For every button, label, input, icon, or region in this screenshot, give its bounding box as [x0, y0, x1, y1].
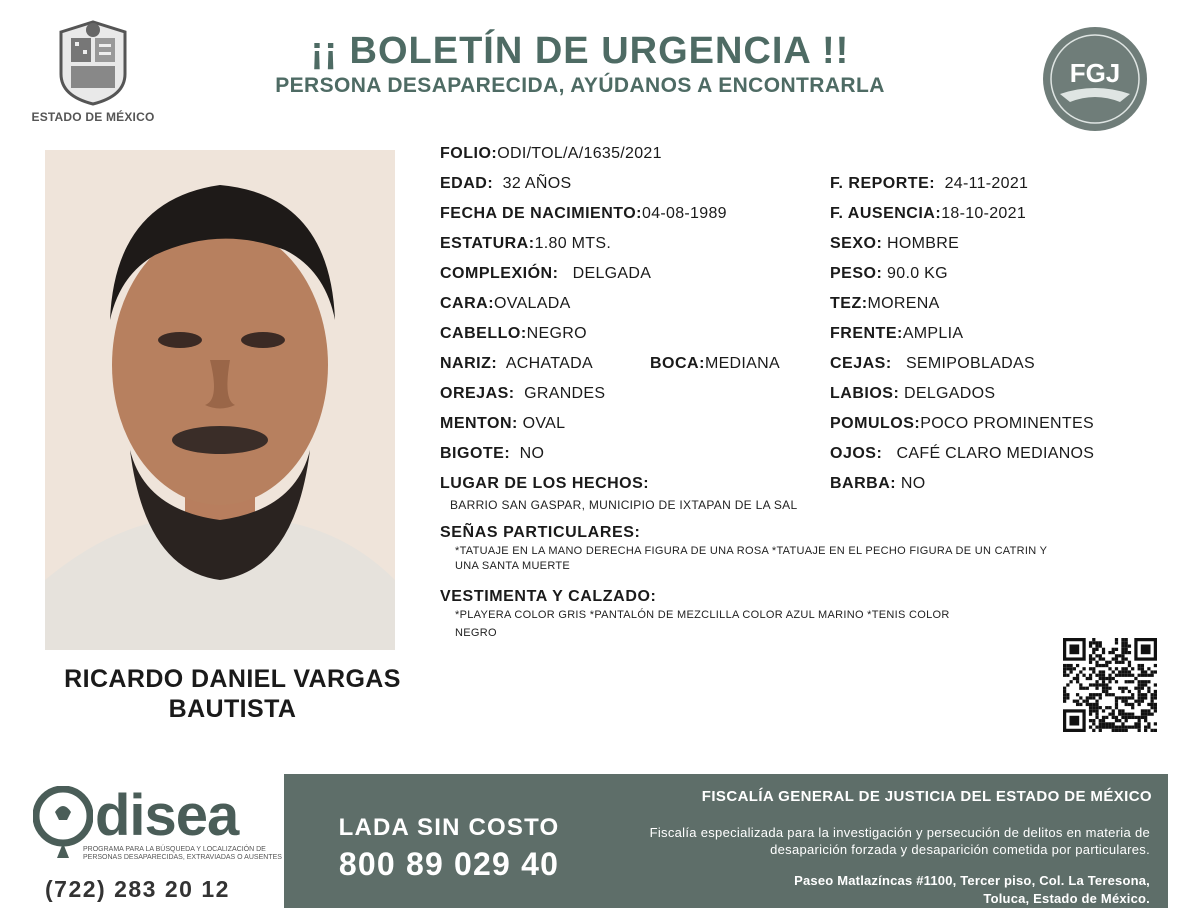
field-label: BOCA: [650, 355, 705, 372]
field-bigote [440, 444, 544, 464]
fgj-seal-icon [1040, 24, 1150, 134]
field-label: BIGOTE: [440, 445, 511, 462]
field-value: CAFÉ CLARO MEDIANOS [896, 445, 1095, 462]
field-labios [830, 384, 995, 404]
field-lugar-value: BARRIO SAN GASPAR, MUNICIPIO DE IXTAPAN DE LA SAL [450, 498, 798, 512]
address-line1: Paseo Matlazíncas #1100, Tercer piso, Col. La Teresona, [794, 873, 1150, 888]
fiscalia-name: FISCALÍA GENERAL DE JUSTICIA DEL ESTADO DE MÉXICO [701, 788, 1152, 805]
field-cabello [440, 324, 587, 344]
field-value: ODI/TOL/A/1635/2021 [497, 145, 662, 162]
field-value: 32 AÑOS [502, 175, 572, 192]
qr-code-icon [1063, 638, 1157, 732]
fiscalia-description: Fiscalía especializada para la investigación y persecución de delitos en materia de desaparición forzada y desaparición cometida por particulares. [649, 825, 1150, 857]
fiscalia-address [590, 872, 1150, 908]
field-value: MORENA [867, 295, 940, 312]
field-value: OVAL [522, 415, 566, 432]
vestimenta-heading: VESTIMENTA Y CALZADO: [440, 588, 657, 605]
field-label: CABELLO: [440, 325, 527, 342]
field-orejas [440, 384, 605, 404]
senas-heading: SEÑAS PARTICULARES: [440, 524, 641, 541]
field-value: 90.0 KG [887, 265, 948, 282]
footer-band [284, 774, 1168, 908]
field-edad [440, 174, 571, 194]
vestimenta-line2: NEGRO [455, 627, 497, 639]
lada-label: LADA SIN COSTO [338, 814, 560, 841]
field-label: FECHA DE NACIMIENTO: [440, 205, 642, 222]
field-value: DELGADOS [904, 385, 996, 402]
field-label: EDAD: [440, 175, 494, 192]
address-line2: Toluca, Estado de México. [983, 891, 1150, 906]
field-label: BARBA: [830, 475, 897, 492]
field-complexion [440, 264, 651, 284]
field-barba [830, 474, 925, 494]
senas-line1: *TATUAJE EN LA MANO DERECHA FIGURA DE UNA ROSA *TATUAJE EN EL PECHO FIGURA DE UN CATRIN Y [455, 545, 1048, 557]
field-label: F. REPORTE: [830, 175, 936, 192]
field-value: MEDIANA [704, 355, 780, 372]
odisea-word: disea [95, 783, 239, 848]
field-value: SEMIPOBLADAS [905, 355, 1035, 372]
field-value: NO [900, 475, 926, 492]
field-label: FRENTE: [830, 325, 903, 342]
field-label: LUGAR DE LOS HECHOS: [440, 475, 650, 492]
field-label: PESO: [830, 265, 883, 282]
person-name [30, 664, 435, 724]
qr-code[interactable] [1063, 638, 1157, 732]
person-name-line1: RICARDO DANIEL VARGAS [64, 665, 401, 693]
field-nariz [440, 354, 593, 374]
field-f-ausencia [830, 204, 1026, 224]
field-label: OREJAS: [440, 385, 515, 402]
field-label: MENTON: [440, 415, 518, 432]
field-menton [440, 414, 565, 434]
field-value: ACHATADA [505, 355, 593, 372]
fgj-logo-text: FGJ [1069, 58, 1121, 88]
field-value: GRANDES [524, 385, 606, 402]
field-value: NO [519, 445, 545, 462]
field-lugar [440, 474, 649, 494]
person-name-line2: BAUTISTA [168, 695, 297, 723]
person-photo [45, 150, 395, 650]
local-phone[interactable]: (722) 283 20 12 [45, 876, 230, 902]
field-label: FOLIO: [440, 145, 498, 162]
field-label: CARA: [440, 295, 495, 312]
field-folio [440, 144, 662, 164]
bulletin-title: ¡¡ BOLETÍN DE URGENCIA !! [310, 30, 850, 72]
field-value: 1.80 MTS. [534, 235, 612, 252]
lada-number[interactable]: 800 89 029 40 [338, 846, 560, 882]
field-label: LABIOS: [830, 385, 900, 402]
senas-line2: UNA SANTA MUERTE [455, 560, 571, 572]
fgj-logo [1040, 24, 1150, 134]
field-peso [830, 264, 948, 284]
field-value: DELGADA [572, 265, 652, 282]
field-tez [830, 294, 940, 314]
field-value: OVALADA [494, 295, 571, 312]
field-label: OJOS: [830, 445, 883, 462]
field-value: 18-10-2021 [941, 205, 1027, 222]
field-label: POMULOS: [830, 415, 921, 432]
field-estatura [440, 234, 611, 254]
field-label: SEXO: [830, 235, 883, 252]
field-label: ESTATURA: [440, 235, 535, 252]
bulletin-subtitle: PERSONA DESAPARECIDA, AYÚDANOS A ENCONTRARLA [275, 74, 885, 97]
field-label: CEJAS: [830, 355, 892, 372]
field-value: HOMBRE [887, 235, 960, 252]
portrait-image [45, 150, 395, 650]
field-fecha-nacimiento [440, 204, 727, 224]
vestimenta-line1: *PLAYERA COLOR GRIS *PANTALÓN DE MEZCLILLA COLOR AZUL MARINO *TENIS COLOR [455, 609, 950, 621]
field-cejas [830, 354, 1035, 374]
field-value: AMPLIA [902, 325, 964, 342]
odisea-program: PROGRAMA PARA LA BÚSQUEDA Y LOCALIZACIÓN DE PERSONAS DESAPARECIDAS, EXTRAVIADAS O AUSENTES [83, 846, 282, 861]
field-label: TEZ: [830, 295, 868, 312]
field-frente [830, 324, 963, 344]
field-value: NEGRO [526, 325, 587, 342]
field-pomulos [830, 414, 1094, 434]
state-label: ESTADO DE MÉXICO [31, 110, 155, 124]
field-label: F. AUSENCIA: [830, 205, 942, 222]
field-label: COMPLEXIÓN: [440, 265, 559, 282]
field-boca [650, 354, 780, 374]
estado-de-mexico-emblem [18, 18, 168, 130]
field-value: 24-11-2021 [944, 175, 1029, 192]
coat-of-arms-icon [53, 18, 133, 106]
field-value: 04-08-1989 [642, 205, 727, 222]
field-ojos [830, 444, 1094, 464]
field-f-reporte [830, 174, 1028, 194]
field-sexo [830, 234, 959, 254]
field-cara [440, 294, 571, 314]
field-label: NARIZ: [440, 355, 498, 372]
field-value: POCO PROMINENTES [920, 415, 1094, 432]
